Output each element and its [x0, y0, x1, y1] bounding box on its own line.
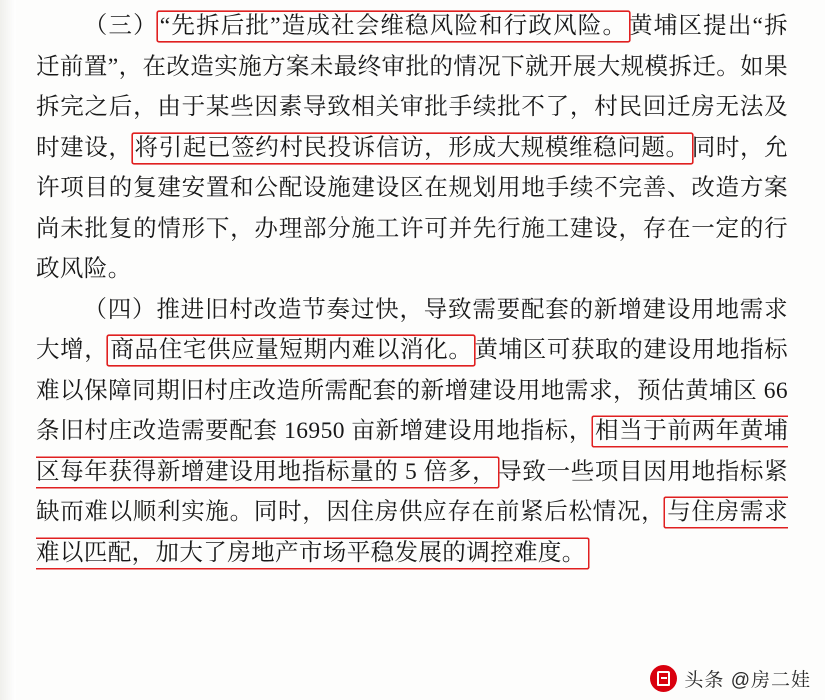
toutiao-badge-icon — [650, 665, 677, 692]
para4-text-1: （四）推进旧村改造节奏过快，导致需要配套的新增建设用地需求大增， — [36, 296, 788, 363]
highlight-box-5: 与住房需求难以匹配，加大了房地产市场平稳发展的调控难度。 — [36, 499, 788, 566]
highlight-box-1: “先拆后批”造成社会维稳风险和行政风险。 — [159, 13, 628, 39]
highlight-box-2: 将引起已签约村民投诉信访，形成大规模维稳问题。 — [134, 134, 690, 161]
document-text-body — [36, 6, 788, 573]
paragraph-three — [36, 6, 788, 290]
para4-text-3: 导致一些项目因用地指标紧缺而难以顺利实施。同时，因住房供应存在前紧后松情况， — [36, 458, 788, 525]
clause-number-three: （三） — [83, 13, 158, 39]
page-left-edge — [0, 0, 16, 700]
para3-text-1: 黄埔区提出“拆迁前置”，在改造实施方案未最终审批的情况下就开展大规模拆迁。如果拆完之后，由于某些因素导致相关审批手续批不了，村民回迁房无法及时建设， — [36, 13, 788, 161]
highlight-box-3: 商品住宅供应量短期内难以消化。 — [110, 337, 473, 363]
watermark-label: 头条 @房二娃 — [684, 670, 811, 691]
para3-text-2: 同时，允许项目的复建安置和公配设施建设区在规划用地手续不完善、改造方案尚未批复的情形下，办理部分施工许可并先行施工建设，存在一定的行政风险。 — [36, 134, 788, 282]
highlight-box-4: 相当于前两年黄埔区每年获得新增建设用地指标量的 5 倍多， — [36, 418, 788, 485]
watermark — [650, 665, 811, 692]
paragraph-four — [36, 290, 788, 574]
para4-text-2: 黄埔区可获取的建设用地指标难以保障同期旧村庄改造所需配套的新增建设用地需求，预估黄埔区 66 条旧村庄改造需要配套 16950 亩新增建设用地指标， — [36, 337, 789, 444]
